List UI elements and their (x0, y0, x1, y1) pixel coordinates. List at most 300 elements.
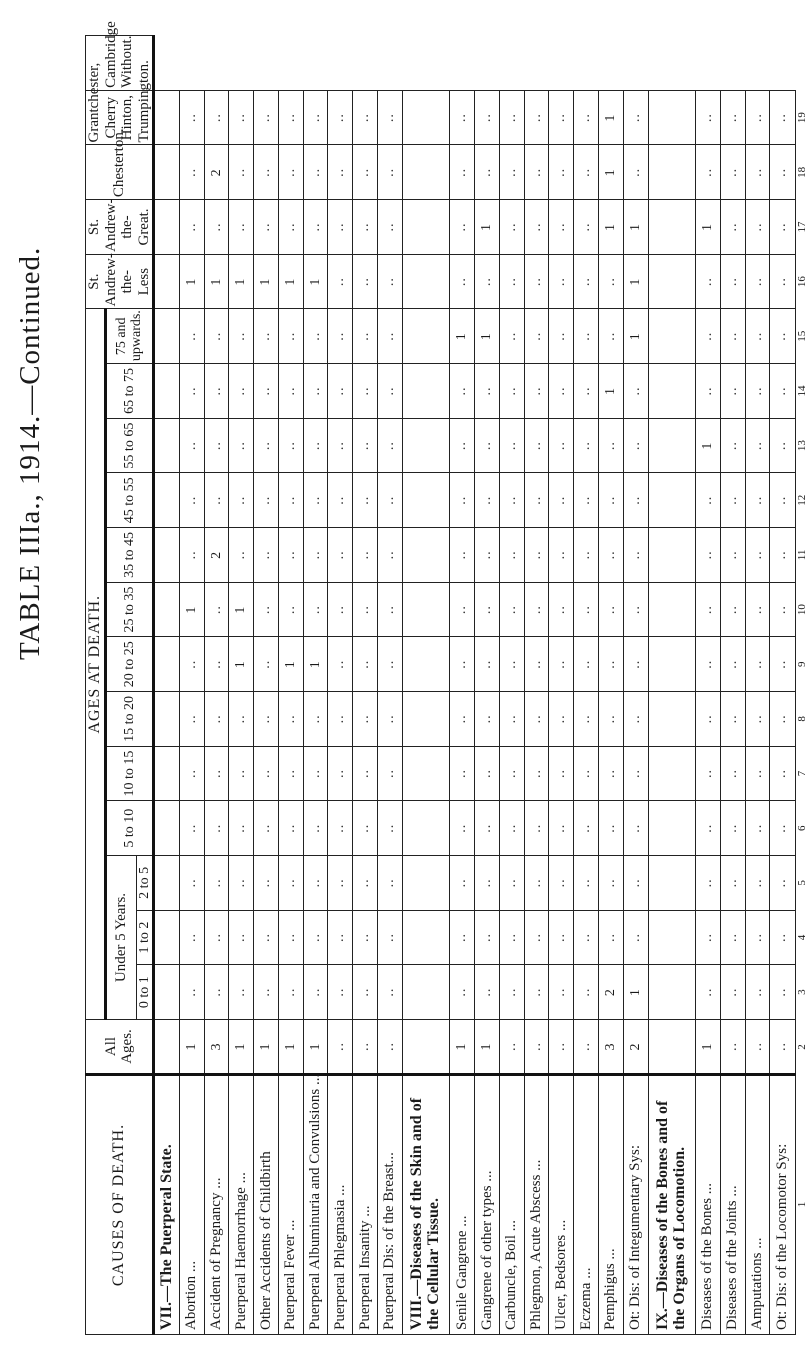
table-row (353, 36, 378, 1335)
table-cell: 1 (696, 418, 721, 473)
table-cell: .. (179, 145, 204, 200)
table-cell: .. (623, 145, 648, 200)
table-cell: .. (278, 364, 303, 419)
table-cell (402, 309, 450, 364)
table-cell: .. (499, 856, 524, 911)
table-cell: .. (229, 145, 254, 200)
table-cell: .. (549, 528, 574, 583)
table-cell: .. (524, 364, 549, 419)
table-cell: .. (303, 910, 328, 965)
age-col-header: 75 and upwards. (105, 309, 153, 364)
table-cell: 1 (179, 582, 204, 637)
st-andrew-great-header: St. Andrew-the-Great. (86, 200, 154, 255)
table-cell: .. (179, 364, 204, 419)
age-col-header: 25 to 35 (105, 582, 153, 637)
table-cell: .. (623, 418, 648, 473)
table-cell: .. (574, 254, 599, 309)
table-cell: .. (745, 582, 770, 637)
table-cell: .. (549, 473, 574, 528)
table-cell: .. (499, 692, 524, 747)
table-cell: .. (524, 801, 549, 856)
table-row (204, 36, 229, 1335)
table-cell: 1 (598, 145, 623, 200)
table-cell (154, 473, 180, 528)
table-cell: .. (524, 746, 549, 801)
table-cell: .. (499, 90, 524, 145)
table-cell: .. (574, 200, 599, 255)
table-cell: .. (598, 910, 623, 965)
table-cell: .. (524, 965, 549, 1020)
table-cell: .. (179, 528, 204, 583)
table-cell: .. (720, 309, 745, 364)
table-cell: .. (770, 473, 795, 528)
table-cell: .. (598, 528, 623, 583)
table-cell: .. (720, 801, 745, 856)
table-row (328, 36, 353, 1335)
table-cell: .. (328, 309, 353, 364)
table-cell: .. (720, 418, 745, 473)
table-cell: .. (770, 801, 795, 856)
table-cell: .. (303, 90, 328, 145)
table-cell (402, 528, 450, 583)
cause-name: Puerperal Phlegmasia ... (328, 1075, 353, 1335)
table-cell: .. (328, 965, 353, 1020)
table-cell: .. (475, 582, 500, 637)
age-col-header: 1 to 2 (136, 910, 153, 965)
table-cell: .. (450, 746, 475, 801)
table-cell: .. (696, 254, 721, 309)
table-cell: .. (574, 90, 599, 145)
table-cell: .. (328, 145, 353, 200)
column-number: 19 (795, 112, 808, 124)
table-cell (154, 528, 180, 583)
cause-name: Pemphigus ... (598, 1075, 623, 1335)
table-cell: .. (770, 637, 795, 692)
table-cell: .. (450, 200, 475, 255)
table-cell: .. (598, 582, 623, 637)
all-ages-cell: 1 (179, 1020, 204, 1075)
table-cell: .. (229, 473, 254, 528)
table-cell: .. (254, 418, 279, 473)
table-cell: .. (328, 528, 353, 583)
table-cell: .. (696, 309, 721, 364)
table-cell: .. (524, 254, 549, 309)
table-cell: .. (328, 90, 353, 145)
table-cell: .. (475, 692, 500, 747)
table-cell: .. (524, 910, 549, 965)
cause-name: Carbuncle, Boil ... (499, 1075, 524, 1335)
table-cell (648, 746, 696, 801)
table-cell: .. (179, 965, 204, 1020)
table-cell: .. (745, 90, 770, 145)
table-cell: .. (378, 254, 403, 309)
table-cell (402, 637, 450, 692)
table-cell: .. (328, 637, 353, 692)
table-cell: .. (475, 856, 500, 911)
table-cell: .. (204, 582, 229, 637)
table-cell: .. (278, 801, 303, 856)
table-cell (154, 364, 180, 419)
table-cell: .. (254, 965, 279, 1020)
table-cell: .. (378, 637, 403, 692)
table-cell: .. (475, 637, 500, 692)
table-cell (154, 145, 180, 200)
table-cell: .. (254, 910, 279, 965)
table-cell: .. (499, 528, 524, 583)
cause-name: Gangrene of other types ... (475, 1075, 500, 1335)
table-cell (402, 692, 450, 747)
table-cell: .. (598, 692, 623, 747)
table-cell: .. (770, 309, 795, 364)
table-cell: .. (524, 582, 549, 637)
table-cell: .. (278, 473, 303, 528)
table-row (303, 36, 328, 1335)
table-cell (648, 637, 696, 692)
table-cell: .. (770, 746, 795, 801)
table-cell: 2 (598, 965, 623, 1020)
table-cell: .. (353, 637, 378, 692)
table-row (179, 36, 204, 1335)
table-cell (648, 418, 696, 473)
table-cell: .. (745, 200, 770, 255)
table-cell: .. (303, 965, 328, 1020)
cause-name: Diseases of the Bones ... (696, 1075, 721, 1335)
all-ages-cell: 1 (475, 1020, 500, 1075)
column-number: 17 (795, 221, 808, 233)
table-cell: .. (204, 692, 229, 747)
table-cell: .. (770, 90, 795, 145)
all-ages-cell: .. (524, 1020, 549, 1075)
table-cell: 1 (229, 637, 254, 692)
table-cell: 1 (450, 309, 475, 364)
table-cell: .. (378, 145, 403, 200)
column-number: 3 (795, 989, 808, 995)
table-cell: .. (499, 746, 524, 801)
table-cell: .. (450, 856, 475, 911)
table-cell: .. (524, 145, 549, 200)
table-cell: 2 (204, 528, 229, 583)
table-cell: .. (328, 364, 353, 419)
table-cell: .. (303, 692, 328, 747)
table-cell: .. (328, 473, 353, 528)
table-cell: 1 (204, 254, 229, 309)
table-cell: .. (328, 418, 353, 473)
table-cell: .. (623, 364, 648, 419)
table-cell: .. (278, 856, 303, 911)
age-col-header: 15 to 20 (105, 692, 153, 747)
table-cell: .. (549, 582, 574, 637)
column-number: 12 (795, 494, 808, 506)
age-col-header: 35 to 45 (105, 528, 153, 583)
table-cell: .. (623, 528, 648, 583)
table-cell: .. (549, 801, 574, 856)
table-cell: .. (179, 309, 204, 364)
table-cell: .. (229, 692, 254, 747)
age-col-header: 10 to 15 (105, 746, 153, 801)
table-cell: .. (745, 637, 770, 692)
table-cell: .. (278, 910, 303, 965)
all-ages-cell: .. (353, 1020, 378, 1075)
table-cell: .. (720, 746, 745, 801)
table-cell: .. (278, 90, 303, 145)
table-cell: .. (450, 801, 475, 856)
table-cell: .. (598, 746, 623, 801)
table-cell: .. (303, 801, 328, 856)
table-cell: .. (745, 145, 770, 200)
table-cell: .. (524, 856, 549, 911)
table-cell (154, 418, 180, 473)
table-cell: .. (696, 856, 721, 911)
column-number: 15 (795, 330, 808, 342)
table-cell: .. (378, 746, 403, 801)
table-cell: .. (720, 582, 745, 637)
table-cell: .. (450, 637, 475, 692)
table-cell: .. (254, 309, 279, 364)
table-cell: .. (254, 200, 279, 255)
all-ages-cell: 1 (278, 1020, 303, 1075)
table-cell: .. (278, 692, 303, 747)
table-cell: .. (303, 309, 328, 364)
table-cell: .. (770, 692, 795, 747)
table-cell: .. (524, 473, 549, 528)
table-cell: .. (303, 418, 328, 473)
table-cell: 1 (303, 637, 328, 692)
table-cell: .. (328, 746, 353, 801)
table-cell: .. (598, 856, 623, 911)
table-cell: .. (278, 145, 303, 200)
table-cell: .. (623, 746, 648, 801)
table-cell: .. (549, 746, 574, 801)
table-cell: .. (303, 364, 328, 419)
table-cell: .. (353, 90, 378, 145)
table-cell (648, 309, 696, 364)
table-cell: .. (770, 145, 795, 200)
cause-name: Abortion ... (179, 1075, 204, 1335)
table-cell: .. (278, 418, 303, 473)
table-cell (402, 364, 450, 419)
table-cell: .. (745, 418, 770, 473)
table-cell (402, 200, 450, 255)
table-cell: .. (353, 910, 378, 965)
table-cell: 1 (229, 254, 254, 309)
table-cell: .. (353, 200, 378, 255)
cause-name: Accident of Pregnancy ... (204, 1075, 229, 1335)
table-row (450, 36, 475, 1335)
group-heading: VII.—The Puerperal State. (154, 1075, 180, 1335)
age-col-header: 20 to 25 (105, 637, 153, 692)
table-cell: .. (770, 418, 795, 473)
table-cell: .. (303, 473, 328, 528)
table-cell: .. (499, 200, 524, 255)
table-cell: .. (475, 528, 500, 583)
table-cell: .. (623, 90, 648, 145)
table-row (524, 36, 549, 1335)
table-cell: .. (598, 309, 623, 364)
table-cell: .. (229, 200, 254, 255)
table-cell: .. (623, 473, 648, 528)
table-cell: .. (499, 910, 524, 965)
table-cell: .. (745, 856, 770, 911)
all-ages-cell: .. (328, 1020, 353, 1075)
table-cell: .. (549, 90, 574, 145)
table-row (745, 36, 770, 1335)
table-cell: .. (745, 254, 770, 309)
table-cell: .. (623, 910, 648, 965)
column-number: 8 (795, 716, 808, 722)
table-cell: .. (574, 692, 599, 747)
table-cell: 1 (623, 254, 648, 309)
table-cell: .. (696, 364, 721, 419)
table-cell (402, 965, 450, 1020)
cause-name: Puerperal Dis: of the Breast... (378, 1075, 403, 1335)
table-cell: .. (475, 746, 500, 801)
table-cell: .. (549, 910, 574, 965)
age-col-header: 2 to 5 (136, 856, 153, 911)
table-cell (648, 910, 696, 965)
table-cell: 1 (229, 582, 254, 637)
table-cell (648, 254, 696, 309)
all-ages-cell: 1 (229, 1020, 254, 1075)
table-cell: .. (450, 528, 475, 583)
table-cell: .. (353, 364, 378, 419)
table-group-row (402, 36, 450, 1335)
table-cell: .. (770, 254, 795, 309)
cause-name: Phlegmon, Acute Abscess ... (524, 1075, 549, 1335)
cause-name: Puerperal Fever ... (278, 1075, 303, 1335)
table-cell: .. (549, 145, 574, 200)
table-cell: .. (254, 582, 279, 637)
table-cell: .. (524, 200, 549, 255)
table-cell: .. (745, 473, 770, 528)
table-cell: .. (278, 528, 303, 583)
table-cell: .. (353, 309, 378, 364)
table-cell: .. (204, 910, 229, 965)
table-cell (402, 145, 450, 200)
table-cell: .. (378, 528, 403, 583)
table-cell: .. (549, 418, 574, 473)
table-cell: .. (720, 145, 745, 200)
column-number: 11 (795, 549, 808, 561)
table-cell: .. (254, 856, 279, 911)
table-cell (648, 965, 696, 1020)
table-cell (402, 856, 450, 911)
column-number: 1 (795, 1201, 808, 1208)
table-cell (402, 746, 450, 801)
column-number: 18 (795, 166, 808, 178)
side-title-strip (0, 0, 60, 1370)
table-cell: .. (475, 965, 500, 1020)
table-cell: .. (254, 692, 279, 747)
table-cell: .. (770, 528, 795, 583)
column-number: 5 (795, 880, 808, 886)
table-cell: .. (720, 856, 745, 911)
table-cell: .. (696, 692, 721, 747)
table-row (549, 36, 574, 1335)
table-cell: .. (204, 637, 229, 692)
table-cell: .. (450, 254, 475, 309)
table-cell: .. (549, 856, 574, 911)
table-row (278, 36, 303, 1335)
table-cell: .. (450, 145, 475, 200)
table-cell: 1 (696, 200, 721, 255)
cause-name: Puerperal Albuminuria and Convulsions ... (303, 1075, 328, 1335)
table-cell (154, 90, 180, 145)
table-cell: .. (696, 965, 721, 1020)
table-cell: .. (475, 90, 500, 145)
table-cell: .. (204, 473, 229, 528)
table-cell: .. (328, 254, 353, 309)
table-cell: .. (254, 473, 279, 528)
table-cell: .. (303, 856, 328, 911)
column-number: 16 (795, 276, 808, 288)
table-cell: .. (254, 90, 279, 145)
table-cell: .. (378, 801, 403, 856)
table-cell: .. (179, 910, 204, 965)
table-cell: 1 (598, 364, 623, 419)
table-cell: .. (549, 637, 574, 692)
column-number-row (795, 36, 808, 1335)
column-number: 10 (795, 604, 808, 616)
table-cell (154, 910, 180, 965)
table-cell: .. (720, 473, 745, 528)
table-cell: 1 (598, 90, 623, 145)
table-cell: .. (229, 910, 254, 965)
table-cell: .. (549, 965, 574, 1020)
table-cell: .. (499, 254, 524, 309)
page-title: TABLE IIIa., 1914.—Continued. (14, 246, 46, 660)
table-cell: .. (475, 254, 500, 309)
table-cell: .. (720, 692, 745, 747)
table-cell: .. (574, 309, 599, 364)
table-cell: .. (499, 473, 524, 528)
table-cell: .. (204, 801, 229, 856)
table-row (598, 36, 623, 1335)
all-ages-cell: 2 (623, 1020, 648, 1075)
column-number: 2 (795, 1044, 808, 1050)
table-cell: .. (598, 473, 623, 528)
table-cell: .. (179, 801, 204, 856)
table-cell: .. (254, 528, 279, 583)
cause-name: Puerperal Haemorrhage ... (229, 1075, 254, 1335)
table-cell: .. (720, 200, 745, 255)
cause-name: Amputations ... (745, 1075, 770, 1335)
table-cell: .. (696, 637, 721, 692)
table-cell: .. (254, 364, 279, 419)
table-row (499, 36, 524, 1335)
table-cell (402, 801, 450, 856)
table-cell: .. (328, 582, 353, 637)
table-cell (648, 473, 696, 528)
table-cell: .. (720, 364, 745, 419)
table-cell: .. (179, 637, 204, 692)
table-cell: 1 (278, 254, 303, 309)
table-cell: .. (696, 145, 721, 200)
table-cell: .. (720, 528, 745, 583)
column-number: 13 (795, 440, 808, 452)
table-cell: .. (353, 473, 378, 528)
table-cell (648, 528, 696, 583)
table-cell: .. (378, 856, 403, 911)
table-cell (402, 90, 450, 145)
table-cell: .. (328, 200, 353, 255)
table-cell: .. (574, 145, 599, 200)
all-ages-cell: 1 (254, 1020, 279, 1075)
table-cell: .. (353, 418, 378, 473)
age-col-header: 65 to 75 (105, 364, 153, 419)
table-cell: 1 (475, 200, 500, 255)
table-cell (154, 965, 180, 1020)
table-cell: .. (574, 364, 599, 419)
